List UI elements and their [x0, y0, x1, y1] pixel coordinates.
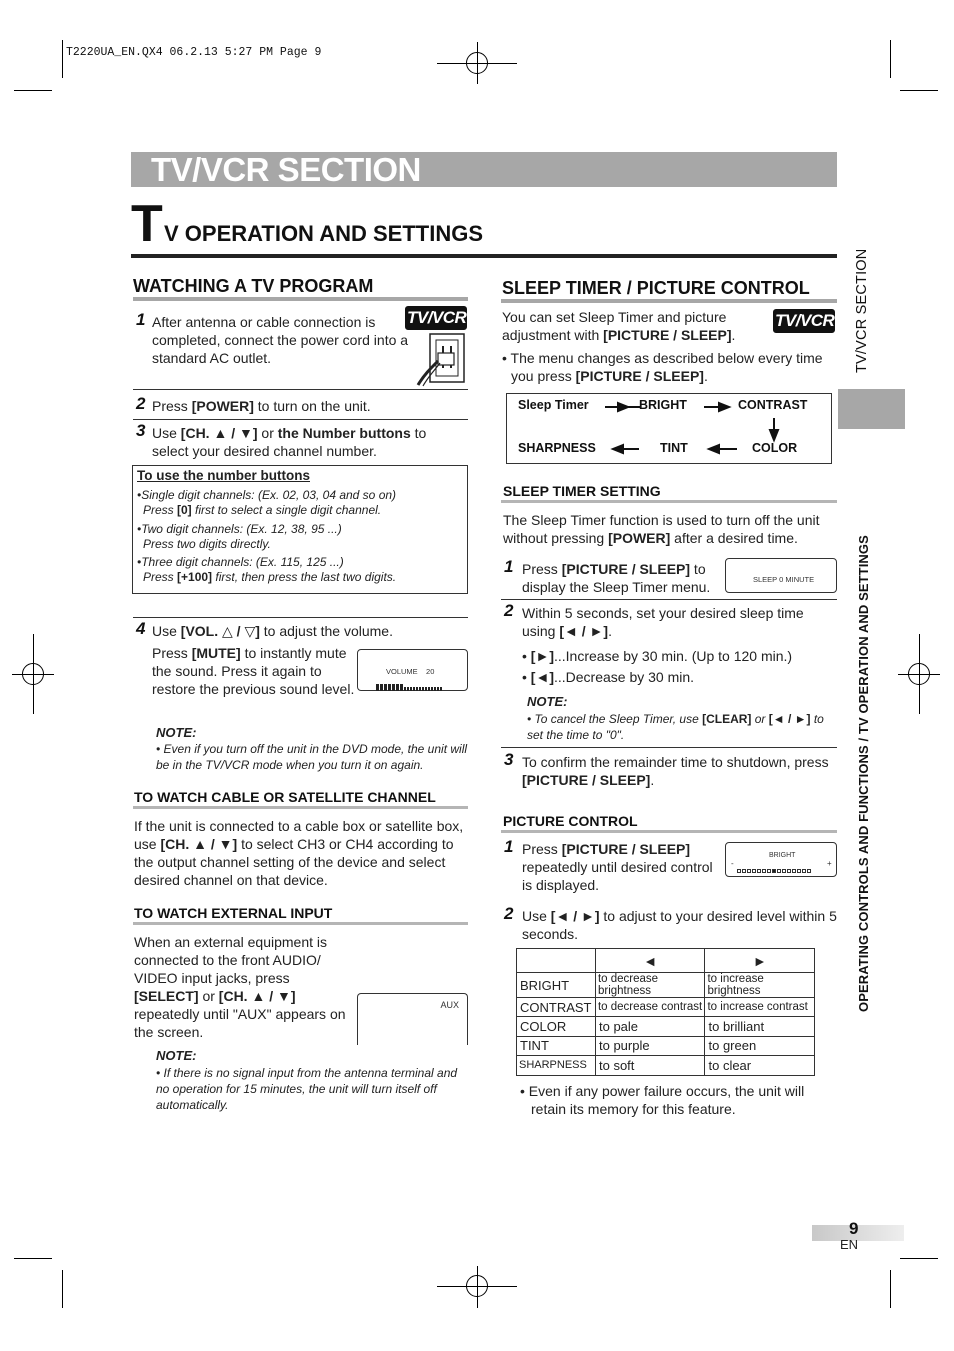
sleep-setting-rule [501, 500, 837, 503]
logo-text: TV/VCR [407, 308, 467, 327]
external-rule [133, 922, 468, 925]
picture-step-2-number: 2 [504, 904, 514, 923]
watching-step-1-text: After antenna or cable connection is completed, connect the power cord into a standard AC outlet. [152, 314, 409, 366]
sleep-bullet: • The menu changes as described below every time you press [PICTURE / SLEEP]. [502, 350, 823, 384]
divider [501, 599, 837, 600]
picture-control-rule [501, 830, 837, 833]
sleep-step-1-text: Press [PICTURE / SLEEP] to display the Sleep Timer menu. [522, 561, 711, 595]
volume-segment [425, 687, 427, 691]
bright-segment [777, 869, 781, 873]
sleep-rule [501, 299, 837, 303]
left-action-cell: to decrease contrast [595, 998, 705, 1017]
volume-segment [431, 687, 433, 691]
sidebar-chapter-label: OPERATING CONTROLS AND FUNCTIONS / TV OPERATION AND SETTINGS [856, 535, 871, 1012]
volume-segment [419, 687, 421, 691]
table-row [517, 1056, 815, 1075]
left-action-cell: to soft [595, 1056, 705, 1075]
bright-segment [782, 869, 786, 873]
sleep-step-3-text: To confirm the remainder time to shutdown, press [PICTURE / SLEEP]. [522, 754, 829, 788]
left-action-cell: to decrease brightness [595, 973, 705, 998]
volume-segment [380, 684, 383, 691]
bright-osd-plus: + [827, 859, 832, 868]
picture-control-title: PICTURE CONTROL [503, 813, 638, 829]
table-corner-cell [517, 949, 596, 973]
right-action-cell: to clear [705, 1056, 815, 1075]
bright-osd-minus: - [731, 859, 734, 868]
note-2-text: • If there is no signal input from the antenna terminal and no operation for 15 minutes, the unit will turn itself off automatically. [156, 1066, 458, 1112]
note-3-text: • To cancel the Sleep Timer, use [CLEAR] or [◄ / ►] to set the time to "0". [527, 712, 824, 742]
divider [133, 419, 468, 420]
tv-vcr-logo [405, 306, 467, 330]
watching-title: WATCHING A TV PROGRAM [133, 276, 374, 296]
volume-segment [410, 687, 412, 691]
flow-bright: BRIGHT [639, 398, 687, 412]
volume-segment [400, 684, 403, 691]
bright-segment [772, 869, 776, 873]
bright-segment [787, 869, 791, 873]
left-arrow-header: ◄ [595, 949, 705, 973]
control-name-cell: SHARPNESS [517, 1056, 596, 1075]
number-box-title: To use the number buttons [137, 468, 310, 483]
single-digit-line-1: •Single digit channels: (Ex. 02, 03, 04 and so on) [137, 488, 397, 502]
volume-segment [384, 684, 387, 691]
increase-line: • [►]...Increase by 30 min. (Up to 120 min.) [522, 648, 793, 664]
bright-segment [752, 869, 756, 873]
watching-step-2-text: Press [POWER] to turn on the unit. [152, 398, 371, 414]
watching-rule [133, 297, 468, 301]
sleep-intro: You can set Sleep Timer and picture adjustment with [PICTURE / SLEEP]. [502, 309, 736, 343]
table-row [517, 1036, 815, 1055]
sleep-step-1-number: 1 [504, 557, 514, 576]
volume-segment [422, 687, 424, 691]
note-1-title: NOTE: [156, 725, 197, 740]
external-title: TO WATCH EXTERNAL INPUT [134, 905, 333, 921]
flow-contrast: CONTRAST [738, 398, 808, 412]
left-action-cell: to pale [595, 1017, 705, 1036]
picture-step-1-number: 1 [504, 837, 514, 856]
sleep-title: SLEEP TIMER / PICTURE CONTROL [502, 278, 810, 298]
volume-segment [388, 684, 391, 691]
single-digit-line-2: Press [0] first to select a single digit channel. [143, 503, 382, 517]
table-row [517, 998, 815, 1017]
bright-osd-label: BRIGHT [769, 852, 796, 859]
divider [501, 747, 837, 748]
picture-step-1-text: Press [PICTURE / SLEEP] repeatedly until desired control is displayed. [522, 841, 713, 893]
language-code: EN [840, 1237, 859, 1252]
cable-text: If the unit is connected to a cable box or satellite box, use [CH. ▲ / ▼] to select CH3 or CH4 according to the output channel setting of the device and select desired channel on that device. [134, 818, 464, 888]
volume-segment [428, 687, 430, 691]
control-name-cell: COLOR [517, 1017, 596, 1036]
volume-segment [404, 687, 406, 691]
table-row [517, 1017, 815, 1036]
section-banner [131, 152, 837, 187]
volume-segment [440, 687, 442, 691]
job-line: T2220UA_EN.QX4 06.2.13 5:27 PM Page 9 [66, 46, 322, 59]
divider [133, 389, 468, 390]
right-action-cell: to increase contrast [705, 998, 815, 1017]
left-action-cell: to purple [595, 1036, 705, 1055]
sidebar-section-label: TV/VCR SECTION [854, 248, 870, 373]
bright-segment [767, 869, 771, 873]
watching-step-1-number: 1 [136, 310, 146, 329]
volume-osd [357, 649, 468, 691]
cable-title: TO WATCH CABLE OR SATELLITE CHANNEL [134, 789, 436, 805]
logo-text: TV/VCR [775, 311, 835, 330]
bright-segment [807, 869, 811, 873]
bright-segment [747, 869, 751, 873]
volume-osd-label: VOLUME 20 [386, 667, 435, 676]
bright-segment [742, 869, 746, 873]
sleep-step-2-text: Within 5 seconds, set your desired sleep time using [◄ / ►]. [522, 605, 804, 639]
watching-step-3-number: 3 [136, 421, 146, 440]
decrease-line: • [◄]...Decrease by 30 min. [522, 669, 695, 685]
volume-segment [407, 687, 409, 691]
page-number: 9 [849, 1219, 859, 1238]
aux-osd [357, 993, 468, 1045]
sleep-osd-label: SLEEP 0 MINUTE [753, 575, 815, 584]
bright-segment [792, 869, 796, 873]
power-outlet-illustration [416, 331, 468, 387]
watching-step-4-number: 4 [136, 619, 146, 638]
right-arrow-header: ► [705, 949, 815, 973]
section-title: TV/VCR SECTION [151, 151, 421, 188]
memory-note: • Even if any power failure occurs, the unit will retain its memory for this feature. [520, 1083, 805, 1117]
control-name-cell: CONTRAST [517, 998, 596, 1017]
two-digit-line-1: •Two digit channels: (Ex. 12, 38, 95 ...) [137, 522, 342, 536]
external-text: When an external equipment is connected to the front AUDIO/ VIDEO input jacks, press [SELECT] or [CH. ▲ / ▼] repeatedly until "AUX" appears on the screen. [134, 934, 346, 1040]
note-3-title: NOTE: [527, 694, 568, 709]
watching-step-3-text: Use [CH. ▲ / ▼] or the Number buttons to select your desired channel number. [152, 425, 427, 459]
flow-tint: TINT [660, 441, 688, 455]
number-buttons-box [132, 465, 468, 594]
right-action-cell: to increase brightness [705, 973, 815, 998]
cable-rule [133, 806, 468, 809]
bright-segment [797, 869, 801, 873]
table-row [517, 973, 815, 998]
three-digit-line-1: •Three digit channels: (Ex. 115, 125 ...) [137, 555, 344, 569]
bright-segment [757, 869, 761, 873]
tv-vcr-logo [773, 309, 835, 333]
mute-text: Press [MUTE] to instantly mute the sound. Press it again to restore the previous sound level. [152, 645, 355, 697]
control-name-cell: BRIGHT [517, 973, 596, 998]
picture-step-2-text: Use [◄ / ►] to adjust to your desired level within 5 seconds. [522, 908, 837, 942]
bright-segment [802, 869, 806, 873]
menu-flow-diagram [506, 393, 832, 464]
sidebar-tab [838, 389, 905, 429]
sleep-osd [725, 558, 837, 593]
control-name-cell: TINT [517, 1036, 596, 1055]
flow-sharpness: SHARPNESS [518, 441, 596, 455]
chapter-rule [131, 254, 837, 258]
sleep-step-2-number: 2 [504, 601, 514, 620]
volume-segment [437, 687, 439, 691]
flow-color: COLOR [752, 441, 798, 455]
divider [133, 617, 468, 618]
volume-segment [434, 687, 436, 691]
picture-control-table [516, 948, 815, 1076]
volume-segment [396, 684, 399, 691]
watching-step-4-text: Use [VOL. △ / ▽] to adjust the volume. [152, 623, 393, 639]
volume-segment [376, 684, 379, 691]
watching-step-2-number: 2 [136, 394, 146, 413]
two-digit-line-2: Press two digits directly. [143, 537, 271, 551]
sleep-step-3-number: 3 [504, 750, 514, 769]
sleep-setting-title: SLEEP TIMER SETTING [503, 483, 661, 499]
right-action-cell: to brilliant [705, 1017, 815, 1036]
flow-arrows [507, 394, 831, 463]
bright-level-bar [737, 861, 825, 867]
chapter-title: V OPERATION AND SETTINGS [164, 221, 484, 246]
volume-segment [392, 684, 395, 691]
three-digit-line-2: Press [+100] first, then press the last two digits. [143, 570, 397, 584]
chapter-initial: T [131, 195, 163, 253]
sleep-setting-text: The Sleep Timer function is used to turn off the unit without pressing [POWER] after a desired time. [503, 512, 820, 546]
bright-osd [725, 842, 837, 877]
note-1-text: • Even if you turn off the unit in the DVD mode, the unit will be in the TV/VCR mode when you turn it on again. [156, 742, 468, 772]
flow-sleep-timer: Sleep Timer [518, 398, 589, 412]
right-action-cell: to green [705, 1036, 815, 1055]
bright-segment [762, 869, 766, 873]
aux-osd-label: AUX [440, 1000, 459, 1010]
volume-segment [416, 687, 418, 691]
note-2-title: NOTE: [156, 1048, 197, 1063]
table-header-row [517, 949, 815, 973]
volume-segment [413, 687, 415, 691]
volume-level-bar [376, 676, 456, 684]
bright-segment [737, 869, 741, 873]
